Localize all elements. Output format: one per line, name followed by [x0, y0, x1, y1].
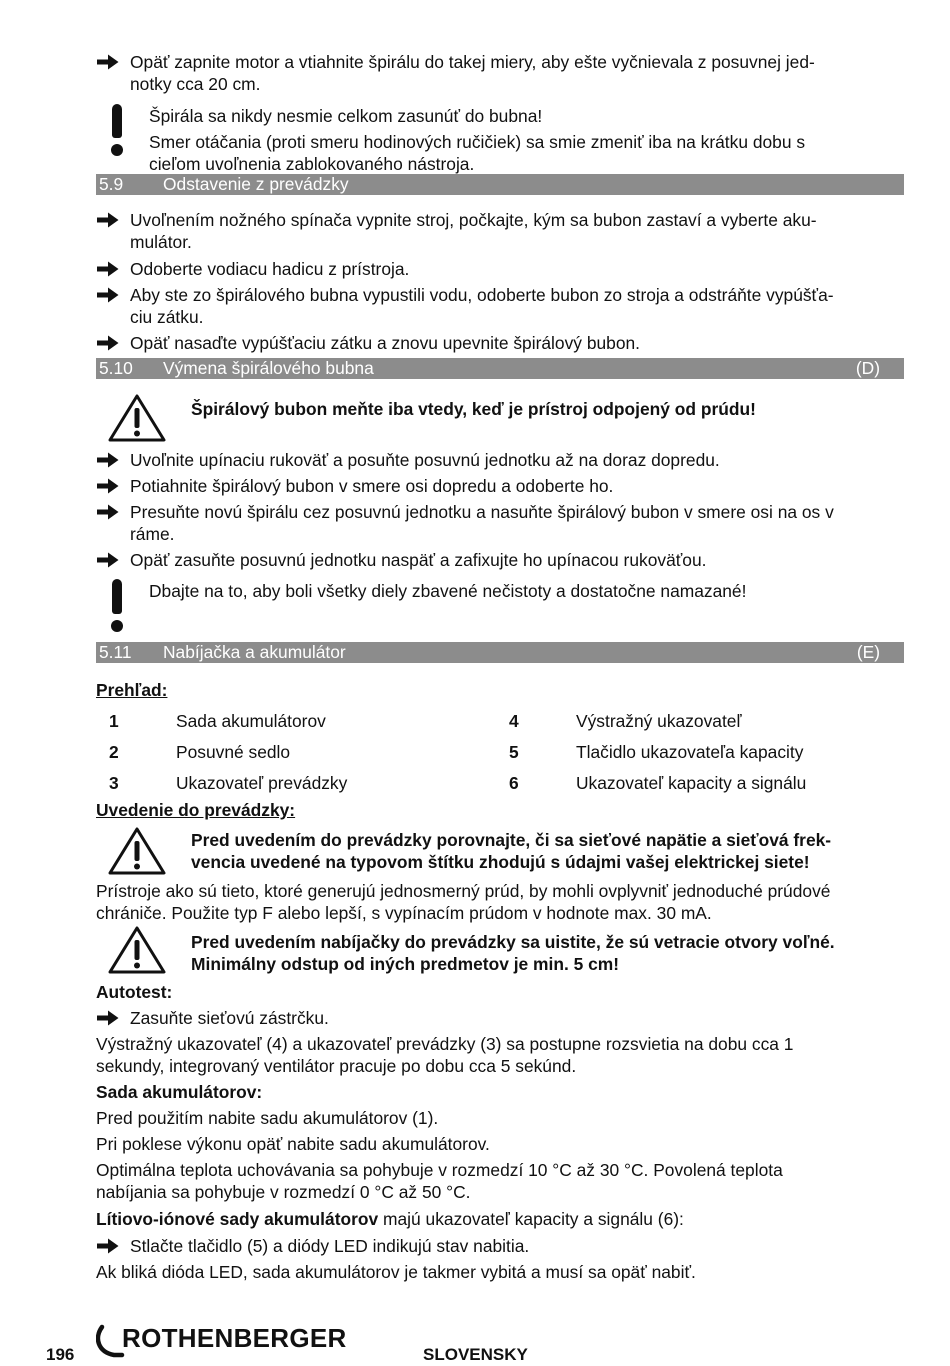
step-line: notky cca 20 cm. [130, 74, 261, 94]
step-line: Potiahnite špirálový bubon v smere osi dopredu a odoberte ho. [130, 476, 614, 496]
warning-text [191, 829, 901, 873]
section-header-5-9 [96, 174, 904, 195]
overview-number: 4 [509, 711, 519, 731]
para-line: Výstražný ukazovateľ (4) a ukazovateľ prevádzky (3) sa postupne rozsvietia na dobu cca 1 [96, 1034, 794, 1054]
step-line: Odoberte vodiacu hadicu z prístroja. [130, 259, 410, 279]
arrow-bullet-icon [96, 451, 120, 469]
step-line: Uvoľnením nožného spínača vypnite stroj, počkajte, kým sa bubon zastaví a vyberte aku- [130, 210, 817, 230]
arrow-bullet-icon [96, 53, 120, 71]
para-line: chrániče. Použite typ F alebo lepší, s vypínacím prúdom v hodnote max. 30 mA. [96, 903, 712, 923]
section-header-5-11 [96, 642, 904, 663]
arrow-bullet-icon [96, 260, 120, 278]
arrow-bullet-icon [96, 1009, 120, 1027]
warning-text [191, 931, 901, 975]
exclamation-icon [108, 579, 126, 631]
arrow-bullet-icon [96, 477, 120, 495]
overview-label: Výstražný ukazovateľ [576, 711, 742, 731]
step-line: Stlačte tlačidlo (5) a diódy LED indikujú stav nabitia. [130, 1236, 530, 1256]
footer-language: SLOVENSKY [423, 1345, 528, 1364]
note-line: cieľom uvoľnenia zablokovaného nástroja. [149, 154, 475, 174]
section-tag: (E) [856, 642, 880, 662]
note-line: Špirála sa nikdy nesmie celkom zasunúť do bubna! [149, 106, 543, 126]
paragraph [96, 1208, 904, 1230]
warning-text: Špirálový bubon meňte iba vtedy, keď je prístroj odpojený od prúdu! [191, 399, 756, 419]
step-line: Presuňte novú špirálu cez posuvnú jednotku a nasuňte špirálový bubon v smere osi na os v [130, 502, 834, 522]
overview-number: 5 [509, 742, 519, 762]
exclamation-icon [108, 104, 126, 156]
warning-line: Pred uvedením nabíjačky do prevádzky sa uistite, že sú vetracie otvory voľné. [191, 932, 835, 952]
page-number: 196 [46, 1345, 75, 1364]
warning-line: Minimálny odstup od iných predmetov je min. 5 cm! [191, 954, 620, 974]
arrow-bullet-icon [96, 1237, 120, 1255]
bold-phrase: Lítiovo-iónové sady akumulátorov [96, 1209, 379, 1229]
step-line: Opäť zasuňte posuvnú jednotku naspäť a zafixujte ho upínacou rukoväťou. [130, 550, 707, 570]
autotest-heading: Autotest: [96, 982, 173, 1002]
section-tag: (D) [855, 358, 880, 378]
arrow-bullet-icon [96, 334, 120, 352]
overview-number: 6 [509, 773, 519, 793]
step-line: Uvoľnite upínaciu rukoväť a posuňte posuvnú jednotku až na doraz dopredu. [130, 450, 720, 470]
para-line: Prístroje ako sú tieto, ktoré generujú jednosmerný prúd, by mohli ovplyvniť jednoduché prúdové [96, 881, 831, 901]
step-line: Aby ste zo špirálového bubna vypustili vodu, odoberte bubon zo stroja a odstráňte vypúšťa- [130, 285, 834, 305]
step-line: Opäť nasaďte vypúšťaciu zátku a znovu upevnite špirálový bubon. [130, 333, 641, 353]
arrow-bullet-icon [96, 551, 120, 569]
warning-triangle-icon [108, 393, 166, 443]
warning-line: Pred uvedením do prevádzky porovnajte, či sa sieťové napätie a sieťová frek- [191, 830, 832, 850]
overview-label: Ukazovateľ kapacity a signálu [576, 773, 807, 793]
startup-heading: Uvedenie do prevádzky: [96, 800, 296, 820]
brand-logo [96, 1322, 356, 1358]
para-line: Optimálna teplota uchovávania sa pohybuje v rozmedzí 10 °C až 30 °C. Povolená teplota [96, 1160, 783, 1180]
para-line: nabíjania sa pohybuje v rozmedzí 0 °C až 50 °C. [96, 1182, 471, 1202]
paragraph: Pred použitím nabite sadu akumulátorov (1). [96, 1108, 439, 1128]
step-line: ráme. [130, 524, 175, 544]
warning-triangle-icon [108, 826, 166, 876]
battery-heading: Sada akumulátorov: [96, 1082, 263, 1102]
note-text: Dbajte na to, aby boli všetky diely zbavené nečistoty a dostatočne namazané! [149, 581, 747, 601]
paragraph: Pri poklese výkonu opäť nabite sadu akumulátorov. [96, 1134, 490, 1154]
brand-name: ROTHENBERGER [122, 1323, 347, 1353]
section-title: Výmena špirálového bubna [163, 358, 374, 378]
overview-number: 1 [109, 711, 119, 731]
overview-number: 2 [109, 742, 119, 762]
note-line: Smer otáčania (proti smeru hodinových ručičiek) sa smie zmeniť iba na krátku dobu s [149, 132, 806, 152]
note-text [149, 105, 889, 175]
paragraph [96, 1033, 904, 1077]
warning-line: vencia uvedené na typovom štítku zhodujú s údajmi vašej elektrickej siete! [191, 852, 810, 872]
step-line: ciu zátku. [130, 307, 204, 327]
overview-label: Posuvné sedlo [176, 742, 291, 762]
para-line: sekundy, integrovaný ventilátor pracuje po dobu cca 5 sekúnd. [96, 1056, 577, 1076]
overview-label: Ukazovateľ prevádzky [176, 773, 348, 793]
warning-triangle-icon [108, 925, 166, 975]
step-line: Zasuňte sieťovú zástrčku. [130, 1008, 329, 1028]
section-title: Odstavenie z prevádzky [163, 174, 349, 194]
step-line: Opäť zapnite motor a vtiahnite špirálu do takej miery, aby ešte vyčnievala z posuvnej jed- [130, 52, 815, 72]
section-title: Nabíjačka a akumulátor [163, 642, 346, 662]
arrow-bullet-icon [96, 211, 120, 229]
arrow-bullet-icon [96, 503, 120, 521]
paragraph [96, 880, 904, 924]
paragraph: Ak bliká dióda LED, sada akumulátorov je takmer vybitá a musí sa opäť nabiť. [96, 1262, 696, 1282]
overview-label: Tlačidlo ukazovateľa kapacity [576, 742, 804, 762]
section-number: 5.11 [99, 642, 132, 662]
section-number: 5.9 [99, 174, 124, 194]
section-header-5-10 [96, 358, 904, 379]
overview-label: Sada akumulátorov [176, 711, 326, 731]
overview-heading: Prehľad: [96, 680, 168, 700]
step-line: mulátor. [130, 232, 192, 252]
arrow-bullet-icon [96, 286, 120, 304]
overview-number: 3 [109, 773, 119, 793]
paragraph [96, 1159, 904, 1203]
para-text: majú ukazovateľ kapacity a signálu (6): [378, 1209, 684, 1229]
section-number: 5.10 [99, 358, 133, 378]
